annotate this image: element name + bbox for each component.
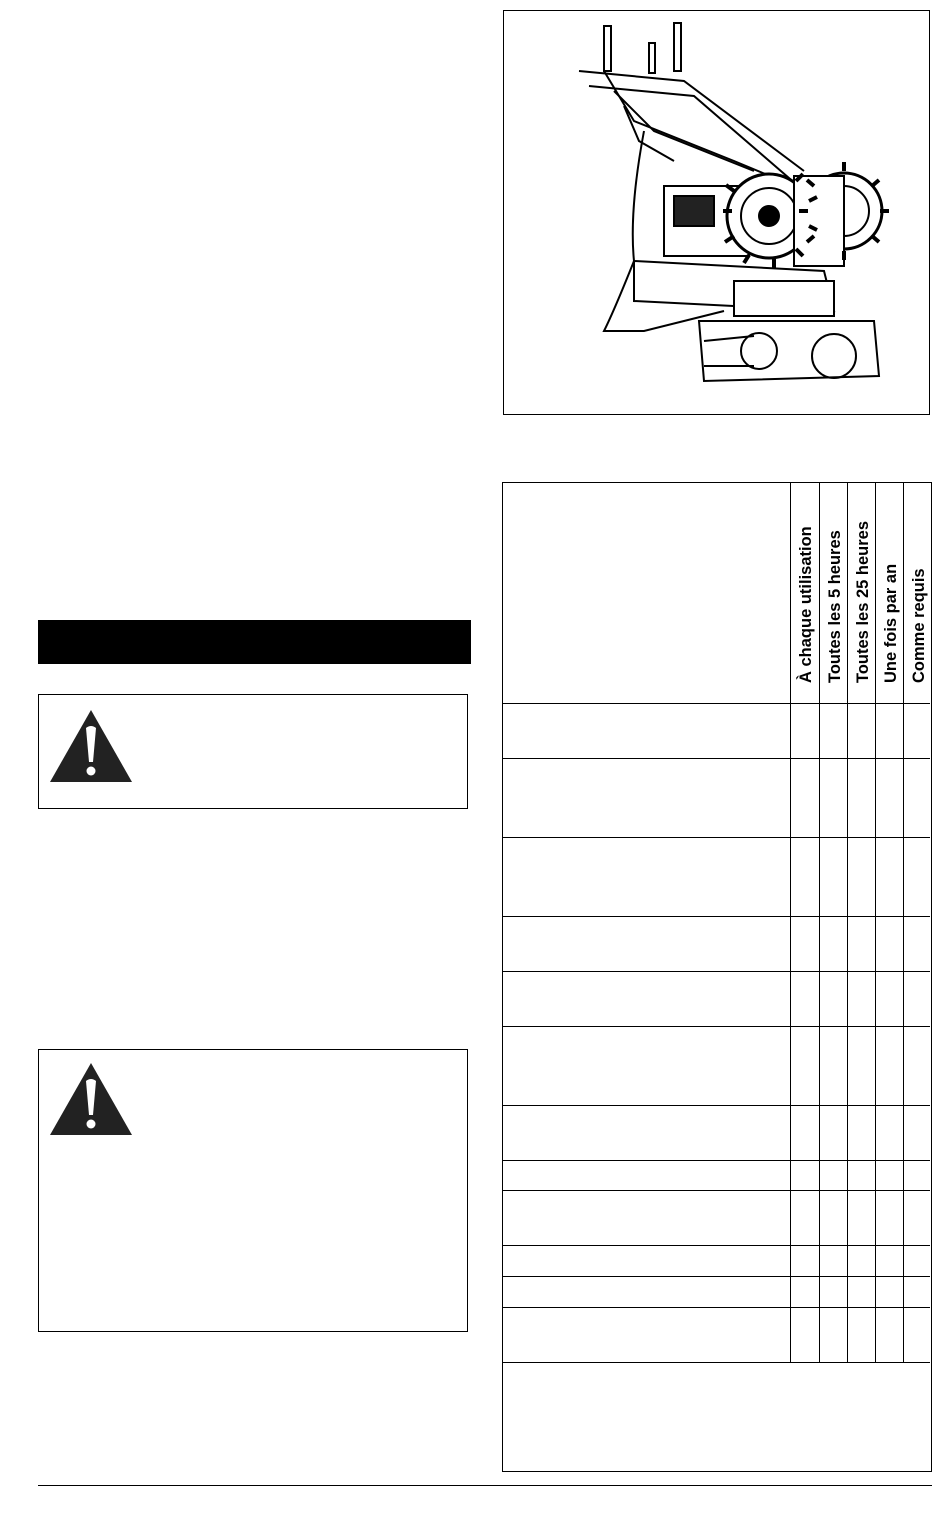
table-row (503, 703, 930, 704)
table-row (503, 1026, 930, 1027)
table-row (503, 1190, 930, 1191)
column-header (819, 483, 849, 703)
table-row (503, 916, 930, 917)
column-divider (875, 703, 876, 1363)
table-notes-divider (503, 1362, 930, 1363)
column-header-label: Toutes les 25 heures (853, 520, 872, 683)
column-header-label: À chaque utilisation (796, 525, 815, 683)
warning-box (38, 694, 468, 809)
table-row (503, 837, 930, 838)
table-row (503, 971, 930, 972)
warning-box (38, 1049, 468, 1332)
tiller-machine-illustration (504, 11, 928, 413)
column-header (790, 483, 820, 703)
maintenance-schedule-table (502, 482, 932, 1472)
column-header-label: Une fois par an (881, 563, 900, 683)
section-heading-bar (38, 620, 471, 664)
warning-triangle-icon (48, 708, 134, 784)
column-header-label: Toutes les 5 heures (825, 529, 844, 683)
column-divider (819, 703, 820, 1363)
column-divider (847, 703, 848, 1363)
table-row (503, 1160, 930, 1161)
table-row (503, 1307, 930, 1308)
warning-triangle-icon (48, 1061, 134, 1137)
column-header-label: Comme requis (909, 567, 928, 683)
table-row (503, 758, 930, 759)
table-row (503, 1276, 930, 1277)
column-header (847, 483, 877, 703)
column-header (875, 483, 905, 703)
column-divider (790, 703, 791, 1363)
figure-frame (503, 10, 930, 415)
footer-rule (38, 1485, 932, 1486)
table-row (503, 1245, 930, 1246)
column-header (903, 483, 933, 703)
column-divider (903, 703, 904, 1363)
table-row (503, 1105, 930, 1106)
